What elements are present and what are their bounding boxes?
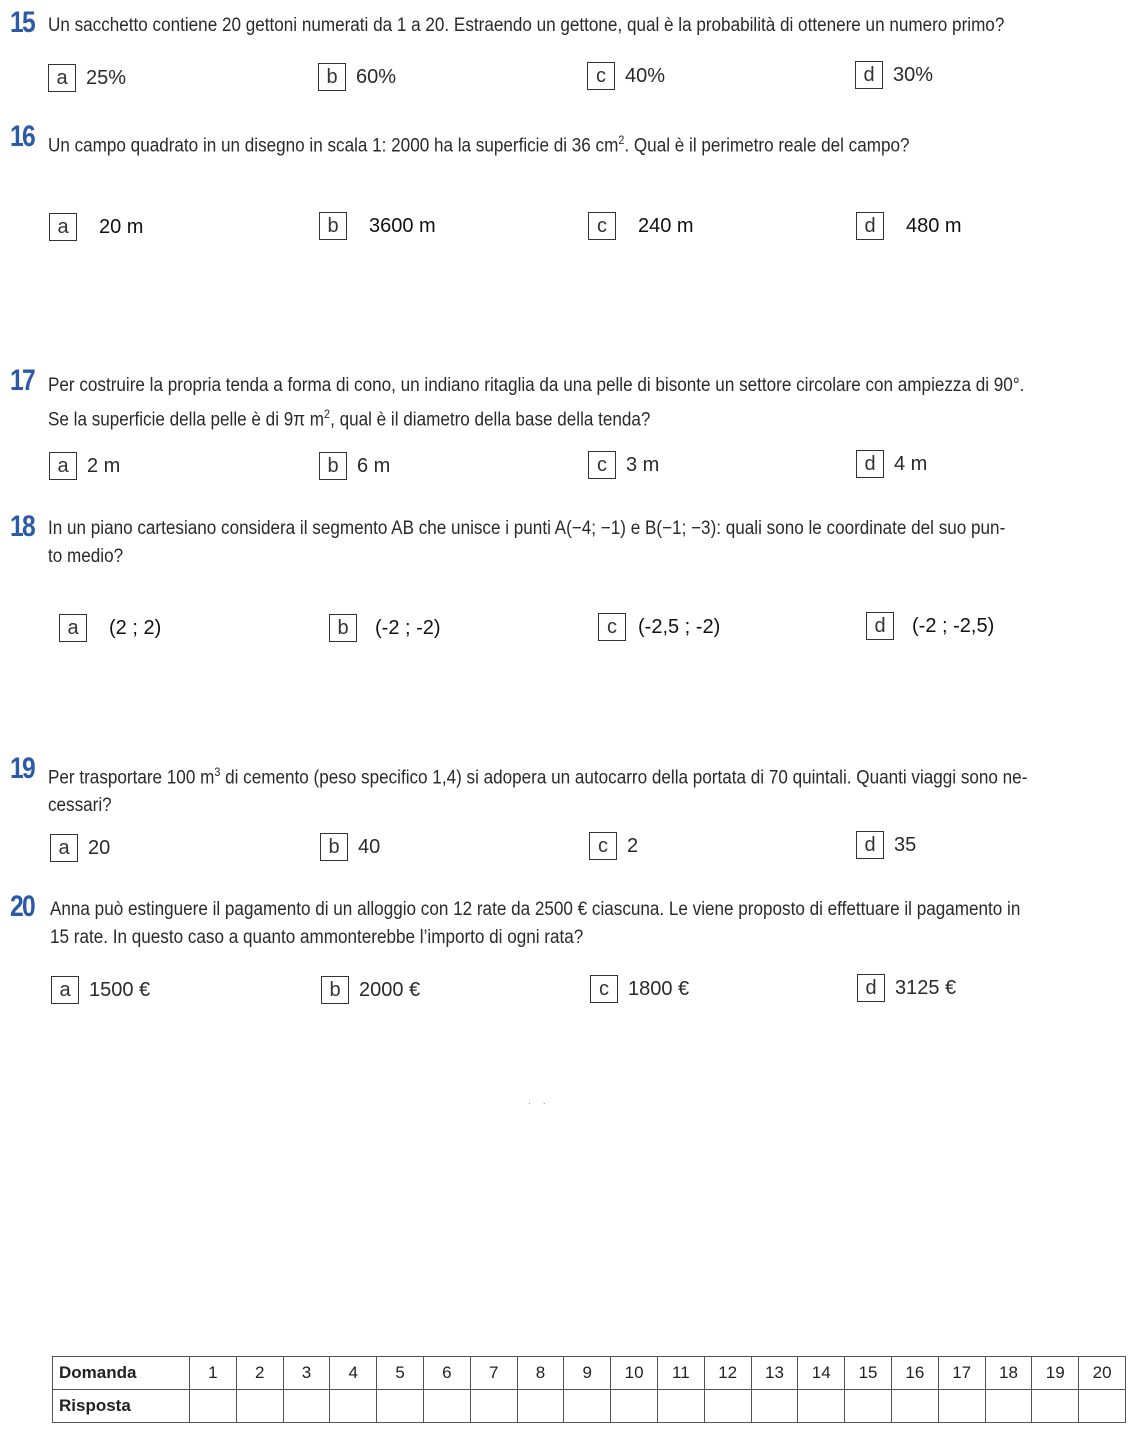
option-16-a[interactable] — [49, 213, 143, 241]
answer-cell[interactable] — [611, 1390, 658, 1423]
option-value: 4 m — [894, 452, 928, 475]
column-header: 18 — [985, 1357, 1032, 1390]
option-19-c[interactable] — [589, 832, 638, 860]
column-header: 14 — [798, 1357, 845, 1390]
option-value: 3 m — [626, 453, 660, 476]
option-letter-box[interactable]: b — [318, 63, 346, 91]
option-letter-box[interactable]: c — [588, 451, 616, 479]
answer-cell[interactable] — [236, 1390, 283, 1423]
column-header: 10 — [611, 1357, 658, 1390]
question-number: 20 — [10, 890, 35, 923]
option-letter-box[interactable]: b — [320, 833, 348, 861]
option-letter-box[interactable]: d — [855, 61, 883, 89]
column-header: 13 — [751, 1357, 798, 1390]
option-17-d[interactable] — [856, 450, 927, 478]
row-label: Domanda — [53, 1357, 190, 1390]
option-19-a[interactable] — [50, 834, 110, 862]
option-15-a[interactable] — [48, 64, 126, 92]
option-17-b[interactable] — [319, 452, 390, 480]
answer-cell[interactable] — [377, 1390, 424, 1423]
option-letter-box[interactable]: a — [51, 976, 79, 1004]
option-letter-box[interactable]: d — [856, 212, 884, 240]
option-letter-box[interactable]: a — [50, 834, 78, 862]
option-value: 20 — [88, 836, 111, 859]
answer-cell[interactable] — [564, 1390, 611, 1423]
answer-cell[interactable] — [517, 1390, 564, 1423]
option-letter-box[interactable]: d — [857, 974, 885, 1002]
option-letter-box[interactable]: c — [589, 832, 617, 860]
answer-cell[interactable] — [891, 1390, 938, 1423]
option-value: 240 m — [638, 214, 694, 237]
option-value: 6 m — [357, 454, 391, 477]
option-value: 2 — [627, 834, 639, 857]
option-18-b[interactable] — [329, 614, 441, 642]
answer-cell[interactable] — [704, 1390, 751, 1423]
option-15-b[interactable] — [318, 63, 396, 91]
option-value: 3600 m — [369, 214, 436, 237]
option-18-a[interactable] — [59, 614, 161, 642]
option-value: 40 — [358, 835, 381, 858]
option-value: 30% — [893, 63, 934, 86]
question-number: 19 — [10, 752, 35, 785]
option-letter-box[interactable]: a — [48, 64, 76, 92]
question-number: 18 — [10, 510, 35, 543]
question-text: Per trasportare 100 $m^3$ di cemento (peso specifico 1,4) si adopera un autocarro della portata di 70 quintali. Quanti viaggi sono ne- cessari? — [48, 765, 1028, 817]
scan-speck: · · — [528, 1098, 546, 1109]
option-value: (2 ; 2) — [109, 616, 162, 639]
option-letter-box[interactable]: c — [598, 613, 626, 641]
column-header: 19 — [1032, 1357, 1079, 1390]
column-header: 12 — [704, 1357, 751, 1390]
column-header: 3 — [283, 1357, 330, 1390]
option-15-c[interactable] — [587, 62, 665, 90]
option-letter-box[interactable]: c — [590, 975, 618, 1003]
option-value: 25% — [86, 66, 127, 89]
option-value: 2000 € — [359, 978, 421, 1001]
option-letter-box[interactable]: d — [856, 831, 884, 859]
answer-cell[interactable] — [798, 1390, 845, 1423]
option-letter-box[interactable]: b — [319, 452, 347, 480]
option-value: 2 m — [87, 454, 121, 477]
option-17-a[interactable] — [49, 452, 120, 480]
option-value: 60% — [356, 65, 397, 88]
question-text: Un sacchetto contiene 20 gettoni numerati da 1 a 20. Estraendo un gettone, qual è la probabilità di ottenere un numero primo? — [48, 15, 1005, 36]
option-letter-box[interactable]: a — [49, 452, 77, 480]
option-value: 480 m — [906, 214, 962, 237]
option-16-d[interactable] — [856, 212, 962, 240]
answer-table — [52, 1356, 1126, 1423]
option-20-b[interactable] — [321, 976, 420, 1004]
answer-cell[interactable] — [938, 1390, 985, 1423]
option-value: (-2 ; -2) — [375, 616, 441, 639]
column-header: 16 — [891, 1357, 938, 1390]
question-number: 16 — [10, 120, 35, 153]
question-text: Per costruire la propria tenda a forma di cono, un indiano ritaglia da una pelle di bisonte un settore circolare con ampiezza di 90°. Se la superficie della pelle è di 9π $m^2$, qual è il diametro della base della tenda? — [48, 375, 1025, 431]
question-text: Anna può estinguere il pagamento di un alloggio con 12 rate da 2500 € ciascuna. Le viene proposto di effettuare il pagamento in 15 rate. In questo caso a quanto ammonterebbe l’importo di ogni rata? — [50, 899, 1021, 948]
option-letter-box[interactable]: d — [866, 612, 894, 640]
option-value: 20 m — [99, 215, 144, 238]
option-value: 1800 € — [628, 977, 690, 1000]
answer-cell[interactable] — [283, 1390, 330, 1423]
option-19-d[interactable] — [856, 831, 916, 859]
option-value: (-2,5 ; -2) — [638, 615, 721, 638]
column-header: 4 — [330, 1357, 377, 1390]
option-18-d[interactable] — [866, 612, 994, 640]
option-letter-box[interactable]: a — [49, 213, 77, 241]
column-header: 8 — [517, 1357, 564, 1390]
option-value: 35 — [894, 833, 917, 856]
column-header: 6 — [423, 1357, 470, 1390]
answer-cell[interactable] — [1079, 1390, 1126, 1423]
answer-cell[interactable] — [190, 1390, 237, 1423]
option-20-c[interactable] — [590, 975, 689, 1003]
column-header: 20 — [1079, 1357, 1126, 1390]
table-row-risposta — [53, 1390, 1126, 1423]
option-letter-box[interactable]: b — [319, 212, 347, 240]
option-letter-box[interactable]: b — [321, 976, 349, 1004]
option-15-d[interactable] — [855, 61, 933, 89]
option-value: (-2 ; -2,5) — [912, 614, 995, 637]
column-header: 5 — [377, 1357, 424, 1390]
option-letter-box[interactable]: d — [856, 450, 884, 478]
option-letter-box[interactable]: a — [59, 614, 87, 642]
option-17-c[interactable] — [588, 451, 659, 479]
option-16-b[interactable] — [319, 212, 436, 240]
answer-cell[interactable] — [423, 1390, 470, 1423]
question-text: In un piano cartesiano considera il segmento AB che unisce i punti A(−4; −1) e B(−1; −3): quali sono le coordinate del suo pun- to medio? — [48, 518, 1006, 567]
column-header: 9 — [564, 1357, 611, 1390]
column-header: 11 — [657, 1357, 704, 1390]
column-header: 15 — [845, 1357, 892, 1390]
option-letter-box[interactable]: c — [588, 212, 616, 240]
column-header: 2 — [236, 1357, 283, 1390]
table-row-domanda — [53, 1357, 1126, 1390]
column-header: 7 — [470, 1357, 517, 1390]
option-letter-box[interactable]: b — [329, 614, 357, 642]
question-text: Un campo quadrato in un disegno in scala 1: 2000 ha la superficie di 36 $cm^2$. Qual è il perimetro reale del campo? — [48, 133, 910, 157]
option-value: 1500 € — [89, 978, 151, 1001]
option-letter-box[interactable]: c — [587, 62, 615, 90]
option-18-c[interactable] — [598, 613, 720, 641]
question-number: 17 — [10, 364, 35, 397]
answer-cell[interactable] — [845, 1390, 892, 1423]
option-19-b[interactable] — [320, 833, 380, 861]
column-header: 1 — [190, 1357, 237, 1390]
option-16-c[interactable] — [588, 212, 694, 240]
row-label: Risposta — [53, 1390, 190, 1423]
question-number: 15 — [10, 6, 35, 39]
answer-cell[interactable] — [657, 1390, 704, 1423]
answer-cell[interactable] — [751, 1390, 798, 1423]
answer-cell[interactable] — [1032, 1390, 1079, 1423]
option-value: 3125 € — [895, 976, 957, 999]
answer-cell[interactable] — [985, 1390, 1032, 1423]
answer-cell[interactable] — [470, 1390, 517, 1423]
option-20-d[interactable] — [857, 974, 956, 1002]
answer-cell[interactable] — [330, 1390, 377, 1423]
column-header: 17 — [938, 1357, 985, 1390]
option-20-a[interactable] — [51, 976, 150, 1004]
option-value: 40% — [625, 64, 666, 87]
